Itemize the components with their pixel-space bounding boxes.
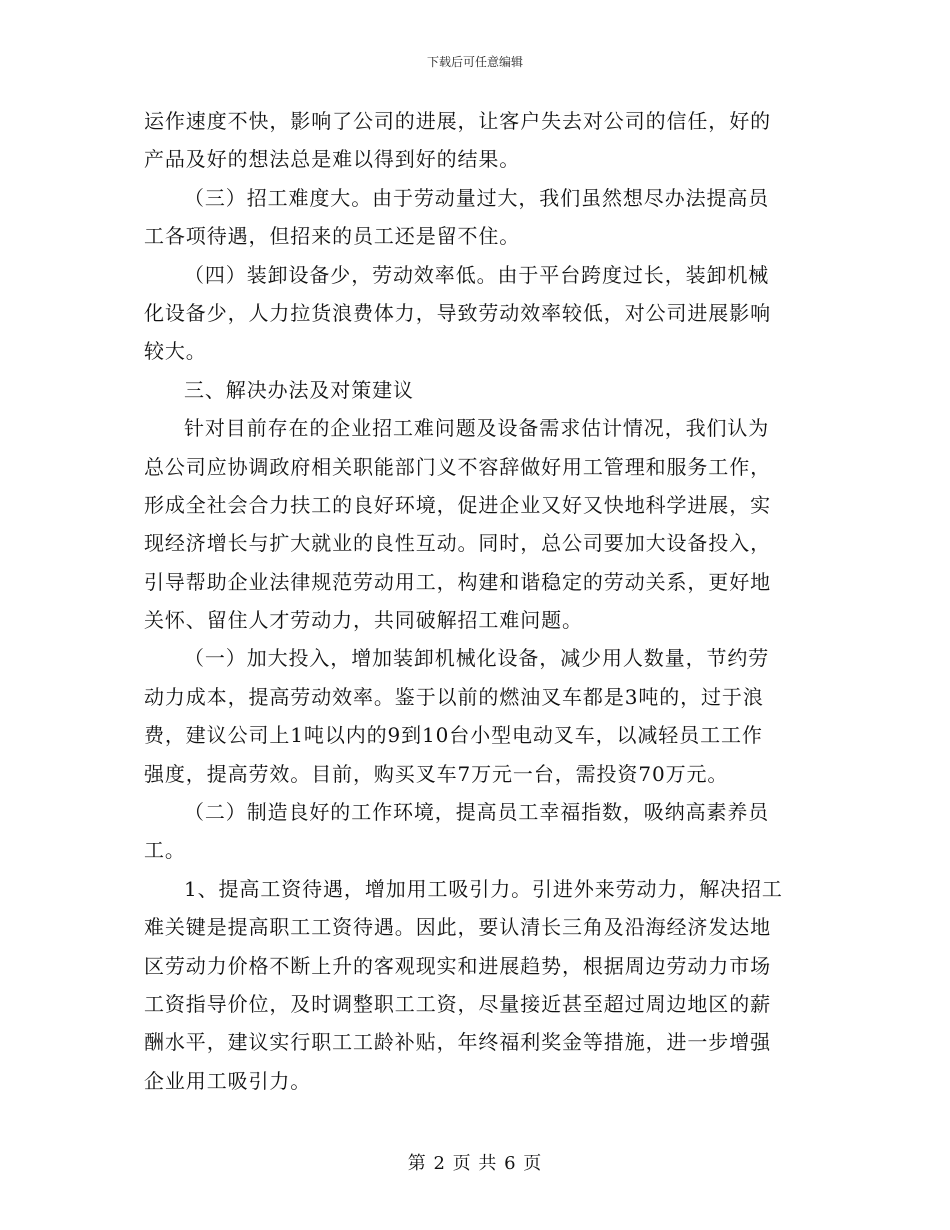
text-line: 引导帮助企业法律规范劳动用工，构建和谐稳定的劳动关系，更好地	[144, 569, 771, 594]
text-line: 形成全社会合力扶工的良好环境，促进企业又好又快地科学进展，实	[144, 492, 771, 517]
text-line: （二）制造良好的工作环境，提高员工幸福指数，吸纳高素养员	[184, 800, 770, 825]
text-line: 针对目前存在的企业招工难问题及设备需求估计情况，我们认为	[184, 416, 770, 441]
document-body	[144, 102, 810, 1100]
text-line: 化设备少，人力拉货浪费体力，导致劳动效率较低，对公司进展影响	[144, 300, 771, 325]
text-line: （三）招工难度大。由于劳动量过大，我们虽然想尽办法提高员	[184, 185, 770, 210]
text-line: （四）装卸设备少，劳动效率低。由于平台跨度过长，装卸机械	[184, 262, 770, 287]
text-line: 现经济增长与扩大就业的良性互动。同时，总公司要加大设备投入，	[144, 531, 771, 556]
text-line: 难关键是提高职工工资待遇。因此，要认清长三角及沿海经济发达地	[144, 915, 771, 940]
text-line: 工各项待遇，但招来的员工还是留不住。	[144, 224, 521, 249]
text-line: 费，建议公司上1吨以内的9到10台小型电动叉车，以减轻员工工作	[144, 723, 763, 748]
text-line: 动力成本，提高劳动效率。鉴于以前的燃油叉车都是3吨的，过于浪	[144, 684, 764, 709]
text-line: 强度，提高劳效。目前，购买叉车7万元一台，需投资70万元。	[144, 761, 729, 786]
page-number-footer: 第 2 页 共 6 页	[407, 1153, 543, 1174]
text-line: （一）加大投入，增加装卸机械化设备，减少用人数量，节约劳	[184, 646, 770, 671]
text-line: 运作速度不快，影响了公司的进展，让客户失去对公司的信任，好的	[144, 109, 771, 133]
text-line: 较大。	[144, 339, 207, 364]
text-line: 关怀、留住人才劳动力，共同破解招工难问题。	[144, 608, 583, 633]
text-line: 三、解决办法及对策建议	[184, 377, 414, 402]
text-line: 总公司应协调政府相关职能部门义不容辞做好用工管理和服务工作，	[144, 454, 771, 479]
text-line: 工资指导价位，及时调整职工工资，尽量接近甚至超过周边地区的薪	[144, 991, 771, 1016]
text-line: 企业用工吸引力。	[144, 1068, 312, 1093]
text-line: 1、提高工资待遇，增加用工吸引力。引进外来劳动力，解决招工	[184, 876, 783, 901]
text-line: 工。	[144, 838, 186, 863]
text-line: 区劳动力价格不断上升的客观现实和进展趋势，根据周边劳动力市场	[144, 953, 771, 978]
page-header: 下载后可任意编辑	[426, 55, 523, 69]
text-line: 酬水平，建议实行职工工龄补贴，年终福利奖金等措施，进一步增强	[144, 1030, 771, 1055]
text-line: 产品及好的想法总是难以得到好的结果。	[144, 147, 521, 172]
